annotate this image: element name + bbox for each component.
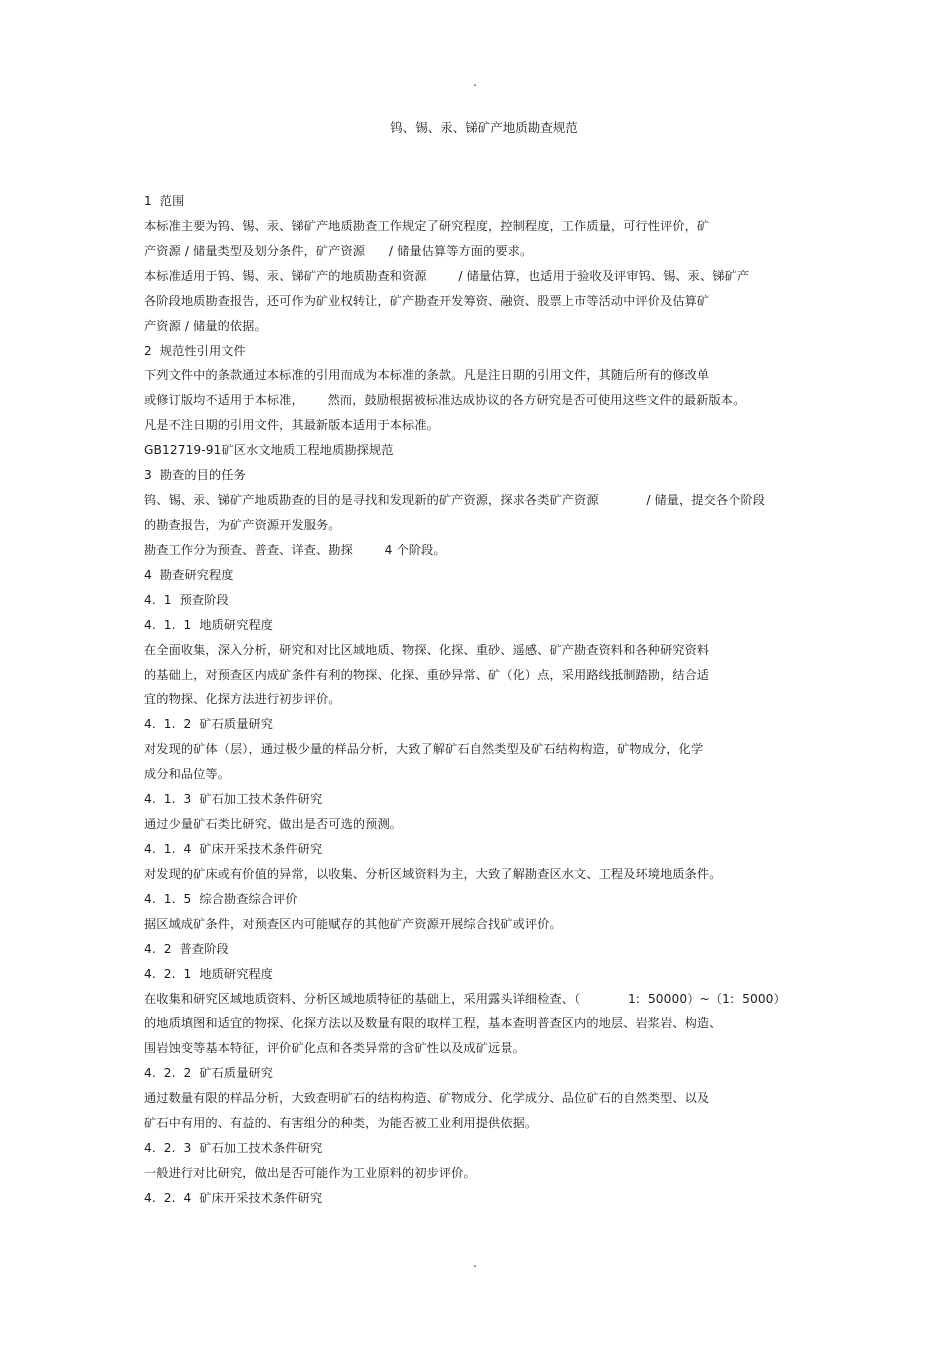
text-line: 4. 2. 1 地质研究程度	[144, 966, 274, 981]
text-line: 凡是不注日期的引用文件，其最新版本适用于本标准。	[144, 418, 439, 433]
text-line: 4. 1. 2 矿石质量研究	[144, 717, 274, 732]
document-body	[144, 192, 844, 1214]
text-line: 4. 2. 4 矿床开采技术条件研究	[144, 1190, 323, 1205]
text-line: 矿石中有用的、有益的、有害组分的种类，为能否被工业利用提供依据。	[144, 1116, 538, 1131]
text-line: 3 勘查的目的任务	[144, 468, 246, 483]
page-top-marker: .	[473, 75, 477, 89]
text-line: 4. 1. 3 矿石加工技术条件研究	[144, 792, 323, 807]
text-line: 4. 2. 2 矿石质量研究	[144, 1066, 274, 1081]
text-line: 通过少量矿石类比研究、做出是否可选的预测。	[144, 817, 403, 832]
text-line: 产资源 / 储量的依据。	[144, 318, 267, 333]
text-line: 或修订版均不适用于本标准， 然而，鼓励根据被标准达成协议的各方研究是否可使用这些文件的最新版本。	[144, 393, 746, 408]
text-line: 本标准适用于钨、锡、汞、锑矿产的地质勘查和资源 / 储量估算，也适用于验收及评审钨、锡、汞、锑矿产	[144, 268, 750, 283]
text-line: 本标准主要为钨、锡、汞、锑矿产地质勘查工作规定了研究程度，控制程度，工作质量，可行性评价，矿	[144, 218, 710, 233]
page-bottom-marker: .	[473, 1256, 477, 1270]
text-line: 4. 2 普查阶段	[144, 941, 229, 956]
text-line: 钨、锡、汞、锑矿产地质勘查的目的是寻找和发现新的矿产资源，探求各类矿产资源 / 储量，提交各个阶段	[144, 493, 766, 508]
text-line: 下列文件中的条款通过本标准的引用而成为本标准的条款。凡是注日期的引用文件，其随后所有的修改单	[144, 368, 710, 383]
text-line: 的地质填图和适宜的物探、化探方法以及数量有限的取样工程，基本查明普查区内的地层、岩浆岩、构造、	[144, 1016, 722, 1031]
text-line: 在全面收集，深入分析，研究和对比区域地质、物探、化探、重砂、遥感、矿产勘查资料和各种研究资料	[144, 642, 710, 657]
text-line: 成分和品位等。	[144, 767, 231, 782]
text-line: 2 规范性引用文件	[144, 343, 246, 358]
text-line: 4 勘查研究程度	[144, 567, 234, 582]
text-line: 的勘查报告，为矿产资源开发服务。	[144, 517, 341, 532]
text-line: 围岩蚀变等基本特征，评价矿化点和各类异常的含矿性以及成矿远景。	[144, 1041, 525, 1056]
text-line: 一般进行对比研究，做出是否可能作为工业原料的初步评价。	[144, 1165, 476, 1180]
text-line: 各阶段地质勘查报告，还可作为矿业权转让，矿产勘查开发筹资、融资、股票上市等活动中评价及估算矿	[144, 293, 710, 308]
text-line: 4. 1. 4 矿床开采技术条件研究	[144, 841, 323, 856]
text-line: 勘查工作分为预查、普查、详查、勘探 4 个阶段。	[144, 542, 446, 557]
text-line: 对发现的矿体（层），通过极少量的样品分析，大致了解矿石自然类型及矿石结构构造，矿物成分，化学	[144, 742, 704, 757]
text-line: 宜的物探、化探方法进行初步评价。	[144, 692, 341, 707]
text-line: 在收集和研究区域地质资料、分析区域地质特征的基础上，采用露头详细检查、（ 1: 50000）~（1: 5000）	[144, 991, 786, 1006]
text-line: 据区域成矿条件，对预查区内可能赋存的其他矿产资源开展综合找矿或评价。	[144, 916, 562, 931]
text-line: 4. 2. 3 矿石加工技术条件研究	[144, 1141, 323, 1156]
document-title: 钨、锡、汞、锑矿产地质勘查规范	[390, 120, 578, 135]
text-line: 1 范围	[144, 194, 185, 208]
text-line: 通过数量有限的样品分析，大致查明矿石的结构构造、矿物成分、化学成分、品位矿石的自然类型、以及	[144, 1091, 710, 1106]
text-line: 4. 1 预查阶段	[144, 592, 229, 607]
text-line: 4. 1. 1 地质研究程度	[144, 617, 274, 632]
text-line: 产资源 / 储量类型及划分条件，矿产资源 / 储量估算等方面的要求。	[144, 243, 533, 258]
text-line: 对发现的矿床或有价值的异常，以收集、分析区域资料为主，大致了解勘查区水文、工程及环境地质条件。	[144, 866, 722, 881]
text-line: GB12719-91矿区水文地质工程地质勘探规范	[144, 443, 394, 458]
text-line: 的基础上，对预查区内成矿条件有利的物探、化探、重砂异常、矿（化）点，采用路线抵制踏勘，结合适	[144, 667, 710, 682]
text-line: 4. 1. 5 综合勘查综合评价	[144, 891, 298, 906]
